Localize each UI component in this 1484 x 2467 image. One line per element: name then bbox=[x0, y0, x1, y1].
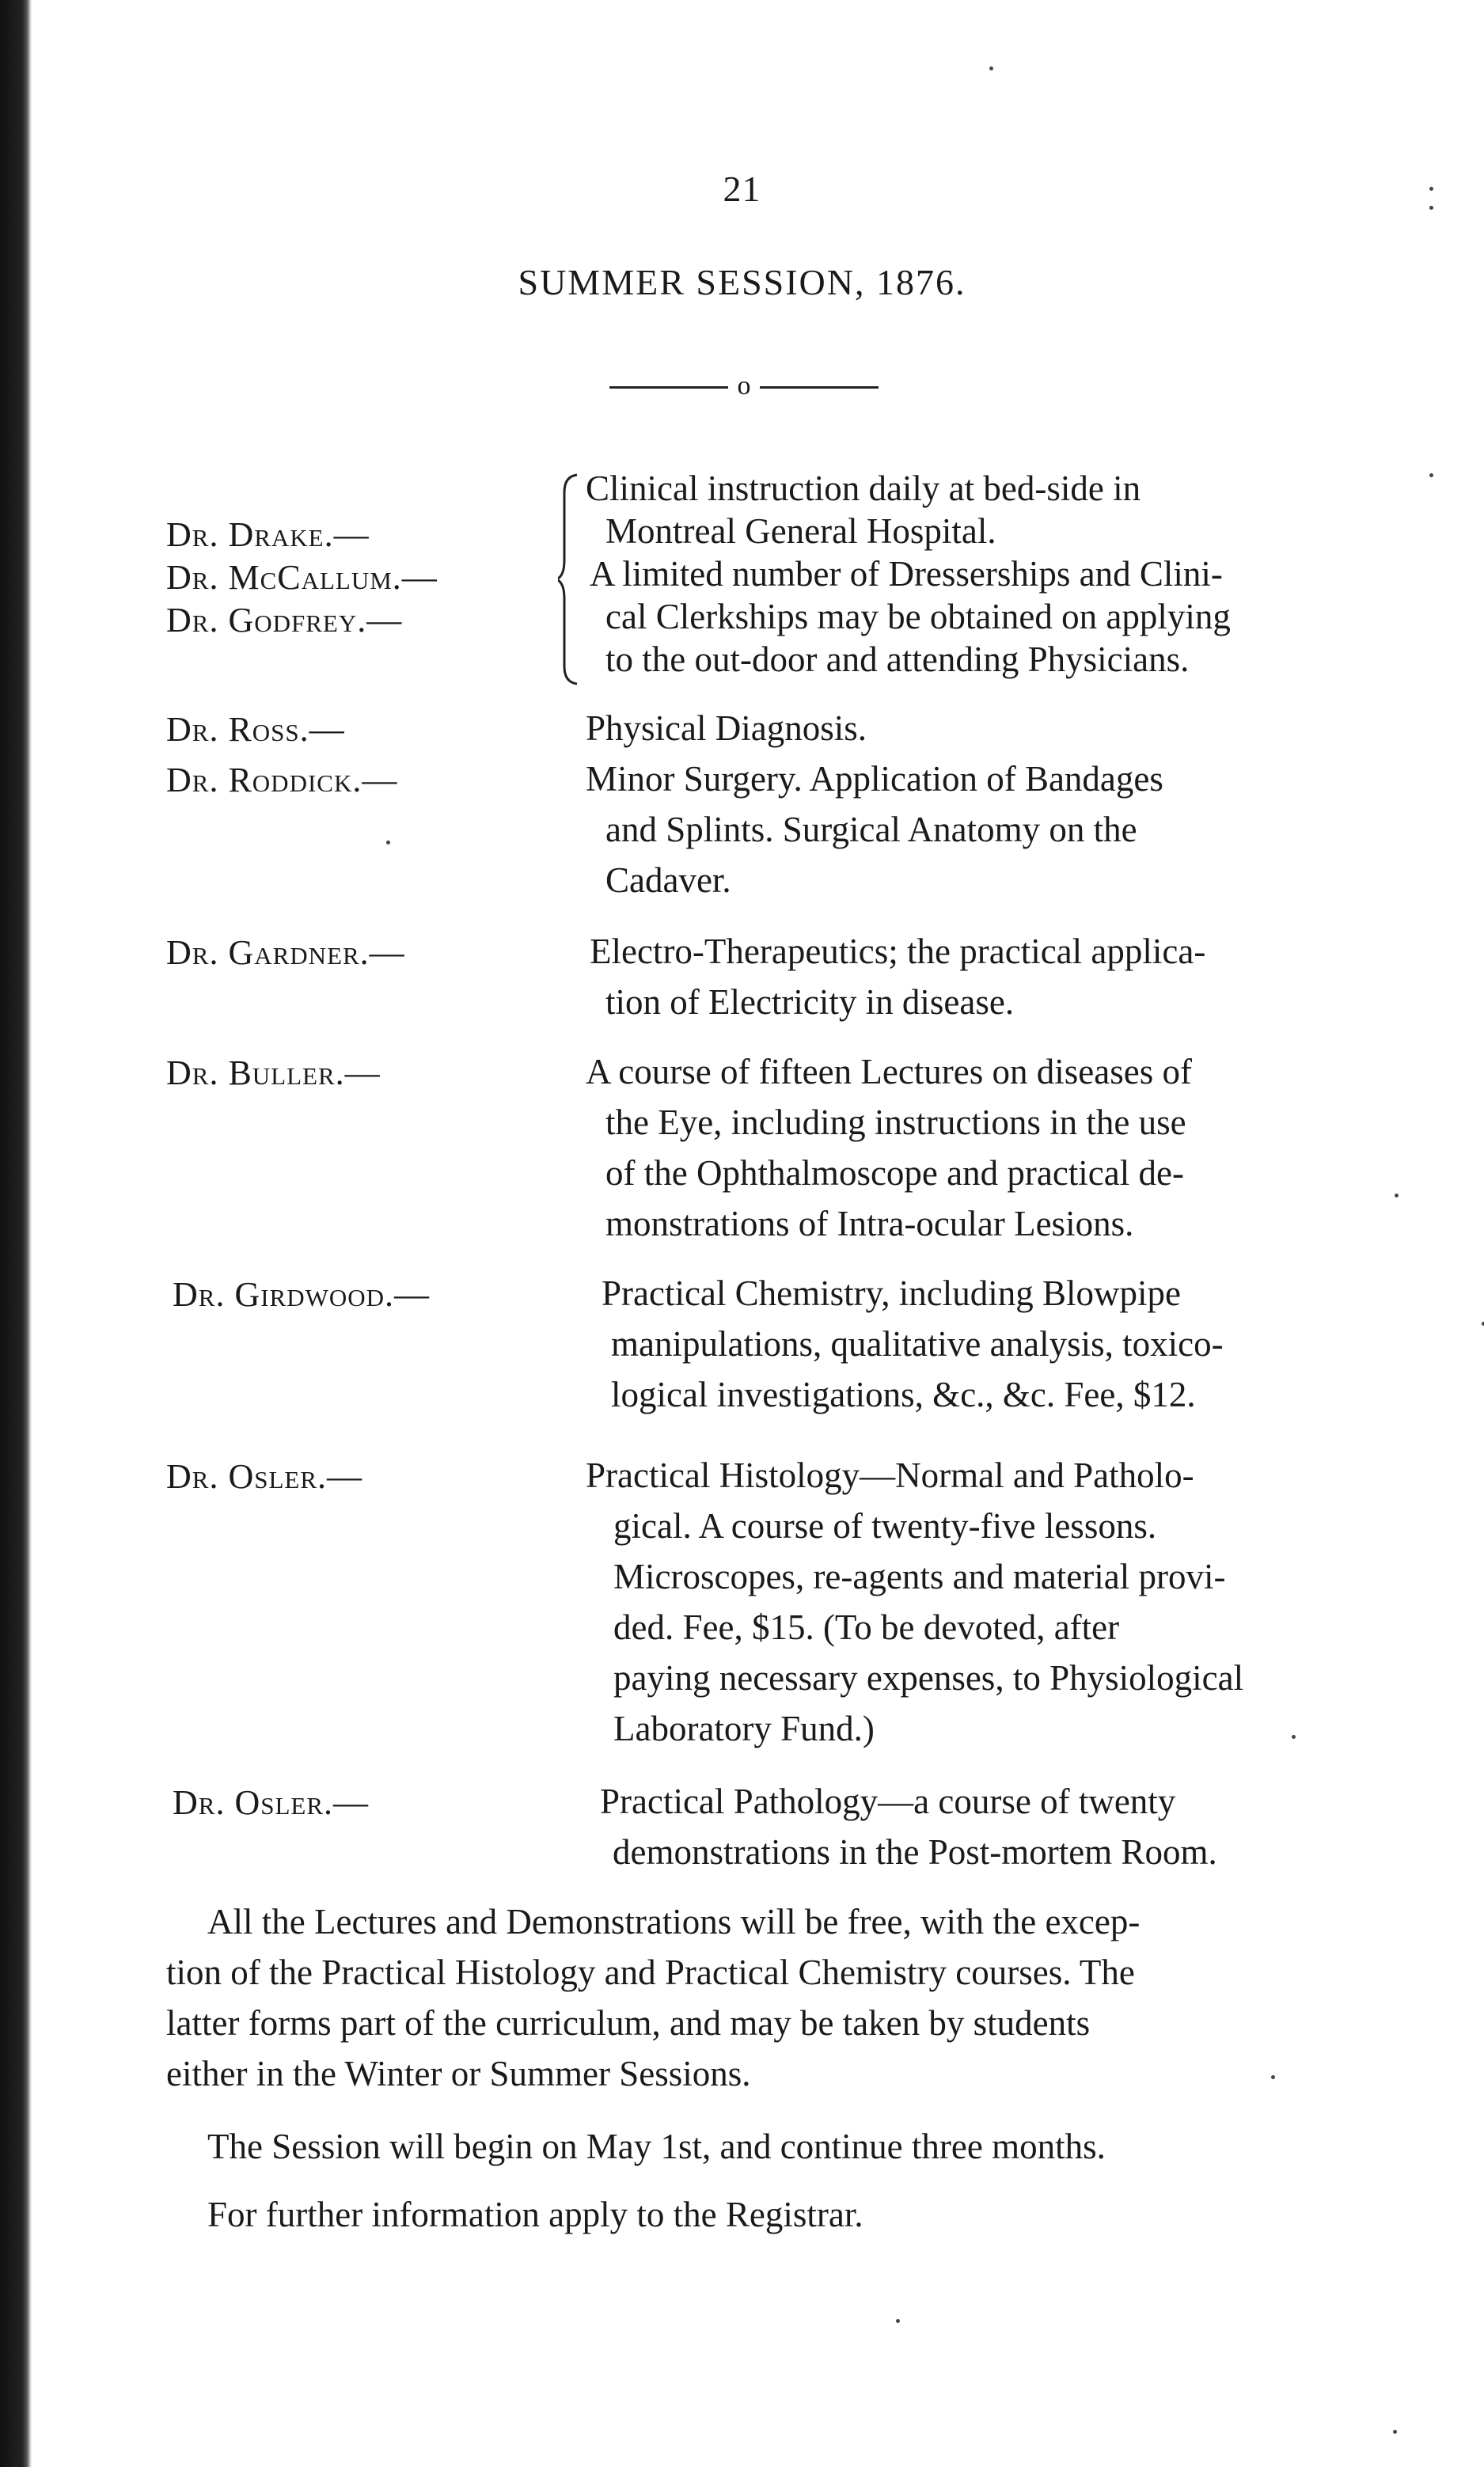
scan-speck bbox=[1429, 473, 1433, 477]
instructor-name: Dr. Osler.— bbox=[173, 1783, 370, 1822]
instructor-name: Dr. Osler.— bbox=[166, 1457, 363, 1496]
paragraph-line: All the Lectures and Demonstrations will be free, with the excep- bbox=[207, 1902, 1141, 1941]
scan-speck bbox=[1271, 2075, 1275, 2079]
course-description-minor-surgery bbox=[586, 753, 1163, 905]
curly-brace bbox=[558, 473, 579, 685]
description-line: Minor Surgery. Application of Bandages bbox=[586, 759, 1163, 799]
scan-speck bbox=[1292, 1735, 1296, 1739]
description-line: Microscopes, re-agents and material provi- bbox=[613, 1557, 1226, 1596]
description-line: A course of fifteen Lectures on diseases of bbox=[586, 1052, 1192, 1091]
paragraph-line: either in the Winter or Summer Sessions. bbox=[166, 2054, 751, 2093]
description-line: A limited number of Dresserships and Clini- bbox=[590, 554, 1223, 594]
course-description-clinical bbox=[586, 467, 1231, 681]
course-description-electro-therapeutics bbox=[590, 926, 1205, 1027]
instructor-name: Dr. Ross.— bbox=[166, 710, 345, 749]
description-line: Montreal General Hospital. bbox=[605, 511, 996, 551]
scan-speck bbox=[989, 66, 993, 70]
description-line: the Eye, including instructions in the use bbox=[605, 1103, 1186, 1142]
page-title: SUMMER SESSION, 1876. bbox=[518, 262, 966, 302]
instructor-name: Dr. Roddick.— bbox=[166, 761, 398, 799]
description-line: Practical Histology—Normal and Patholo- bbox=[586, 1456, 1194, 1495]
description-line: monstrations of Intra-ocular Lesions. bbox=[605, 1204, 1134, 1243]
description-line: cal Clerkships may be obtained on applying bbox=[605, 597, 1231, 636]
instructor-name: Dr. Buller.— bbox=[166, 1053, 381, 1092]
instructor-name: Dr. Girdwood.— bbox=[173, 1275, 431, 1314]
scan-speck bbox=[1429, 206, 1433, 210]
paragraph-line: latter forms part of the curriculum, and may be taken by students bbox=[166, 2003, 1091, 2043]
paragraph-session-dates bbox=[166, 2121, 1361, 2172]
ornamental-divider bbox=[609, 370, 879, 402]
description-line: Practical Chemistry, including Blowpipe bbox=[602, 1273, 1181, 1313]
description-line: Cadaver. bbox=[605, 860, 731, 900]
description-line: Electro-Therapeutics; the practical applica- bbox=[590, 932, 1206, 971]
paragraph-registrar bbox=[166, 2189, 1361, 2240]
divider-ornament: o bbox=[737, 371, 751, 400]
paragraph-line: tion of the Practical Histology and Practical Chemistry courses. The bbox=[166, 1953, 1135, 1992]
description-line: Physical Diagnosis. bbox=[586, 708, 867, 748]
scan-speck bbox=[1429, 187, 1433, 191]
scan-speck bbox=[386, 841, 390, 844]
paragraph-line: The Session will begin on May 1st, and continue three months. bbox=[207, 2127, 1106, 2166]
instructor-name: Dr. Godfrey.— bbox=[166, 601, 403, 640]
course-description-practical-chemistry bbox=[602, 1268, 1224, 1420]
course-description-practical-pathology bbox=[600, 1776, 1217, 1877]
course-description-practical-histology bbox=[586, 1450, 1243, 1754]
paragraph-lectures-free bbox=[166, 1896, 1361, 2099]
description-line: gical. A course of twenty-five lessons. bbox=[613, 1506, 1157, 1546]
page-number: 21 bbox=[723, 169, 761, 209]
description-line: tion of Electricity in disease. bbox=[605, 982, 1015, 1022]
book-spine-edge bbox=[0, 0, 32, 2467]
description-line: demonstrations in the Post-mortem Room. bbox=[613, 1832, 1217, 1872]
description-line: Laboratory Fund.) bbox=[613, 1709, 875, 1748]
instructor-name: Dr. Drake.— bbox=[166, 515, 370, 554]
description-line: and Splints. Surgical Anatomy on the bbox=[605, 810, 1137, 849]
instructor-name: Dr. McCallum.— bbox=[166, 558, 438, 597]
instructor-name: Dr. Gardner.— bbox=[166, 933, 405, 972]
course-description-physical-diagnosis bbox=[586, 703, 867, 753]
scan-speck bbox=[1393, 2430, 1397, 2434]
course-description-eye-diseases bbox=[586, 1046, 1192, 1249]
divider-line-right bbox=[760, 386, 879, 389]
scan-speck bbox=[1395, 1194, 1399, 1197]
description-line: Practical Pathology—a course of twenty bbox=[600, 1782, 1176, 1821]
paragraph-line: For further information apply to the Registrar. bbox=[207, 2195, 863, 2234]
description-line: logical investigations, &c., &c. Fee, $12. bbox=[611, 1375, 1196, 1414]
description-line: manipulations, qualitative analysis, toxico- bbox=[611, 1324, 1224, 1364]
scan-speck bbox=[896, 2319, 900, 2323]
description-line: Clinical instruction daily at bed-side in bbox=[586, 469, 1141, 508]
description-line: paying necessary expenses, to Physiological bbox=[613, 1658, 1244, 1698]
description-line: ded. Fee, $15. (To be devoted, after bbox=[613, 1607, 1120, 1647]
description-line: of the Ophthalmoscope and practical de- bbox=[605, 1153, 1184, 1193]
description-line: to the out-door and attending Physicians. bbox=[605, 640, 1190, 679]
